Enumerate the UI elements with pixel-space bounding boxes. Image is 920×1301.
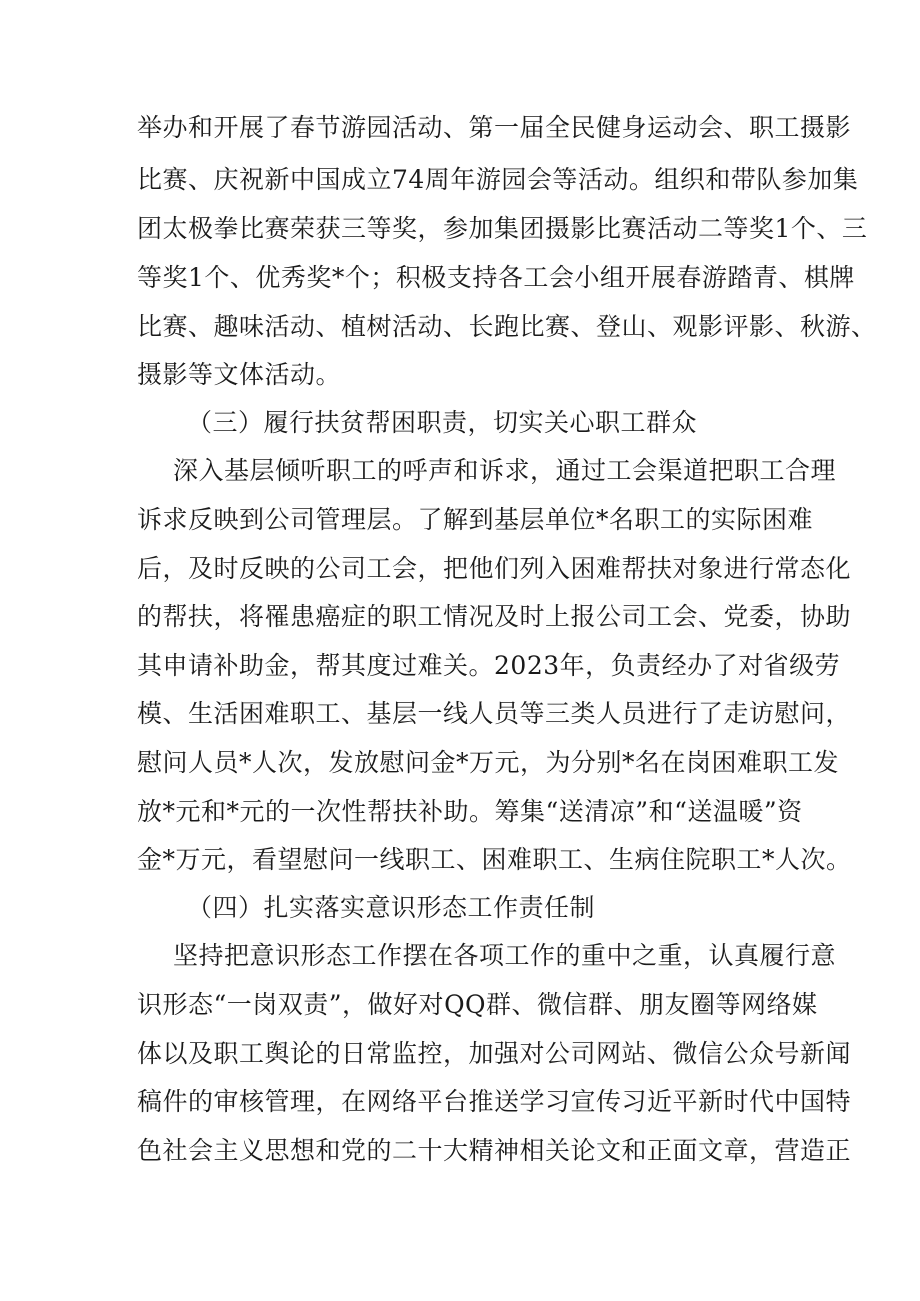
text-line: 坚持把意识形态工作摆在各项工作的重中之重，认真履行意: [173, 941, 837, 970]
text-line: 识形态“一岗双责”，做好对QQ群、微信群、朋友圈等网络媒: [137, 990, 818, 1019]
text-line: 慰问人员*人次，发放慰问金*万元，为分别*名在岗困难职工发: [137, 748, 840, 777]
text-line: 等奖1个、优秀奖*个；积极支持各工会小组开展春游踏青、棋牌: [137, 263, 855, 292]
text-line: 其申请补助金，帮其度过难关。2023年，负责经办了对省级劳: [137, 651, 841, 680]
text-line: 比赛、趣味活动、植树活动、长跑比赛、登山、观影评影、秋游、: [137, 312, 877, 341]
text-line: 放*元和*元的一次性帮扶补助。筹集“送清凉”和“送温暖”资: [137, 797, 803, 826]
text-line: 模、生活困难职工、基层一线人员等三类人员进行了走访慰问，: [137, 699, 852, 728]
text-line: 金*万元，看望慰问一线职工、困难职工、生病住院职工*人次。: [137, 845, 852, 874]
text-line: 举办和开展了春节游园活动、第一届全民健身运动会、职工摄影: [137, 113, 852, 142]
text-line: 摄影等文体活动。: [137, 360, 342, 389]
text-line: 体以及职工舆论的日常监控，加强对公司网站、微信公众号新闻: [137, 1039, 852, 1068]
text-line: 的帮扶，将罹患癌症的职工情况及时上报公司工会、党委，协助: [137, 602, 852, 631]
text-line: 团太极拳比赛荣获三等奖，参加集团摄影比赛活动二等奖1个、三: [137, 214, 868, 243]
section-heading: （三）履行扶贫帮困职责，切实关心职工群众: [187, 408, 698, 437]
section-heading: （四）扎实落实意识形态工作责任制: [187, 893, 596, 922]
text-line: 比赛、庆祝新中国成立74周年游园会等活动。组织和带队参加集: [137, 165, 859, 194]
text-line: 诉求反映到公司管理层。了解到基层单位*名职工的实际困难: [137, 505, 814, 534]
text-line: 后，及时反映的公司工会，把他们列入困难帮扶对象进行常态化: [137, 554, 852, 583]
text-line: 稿件的审核管理，在网络平台推送学习宣传习近平新时代中国特: [137, 1087, 852, 1116]
text-line: 深入基层倾听职工的呼声和诉求，通过工会渠道把职工合理: [173, 456, 837, 485]
text-line: 色社会主义思想和党的二十大精神相关论文和正面文章，营造正: [137, 1136, 852, 1165]
